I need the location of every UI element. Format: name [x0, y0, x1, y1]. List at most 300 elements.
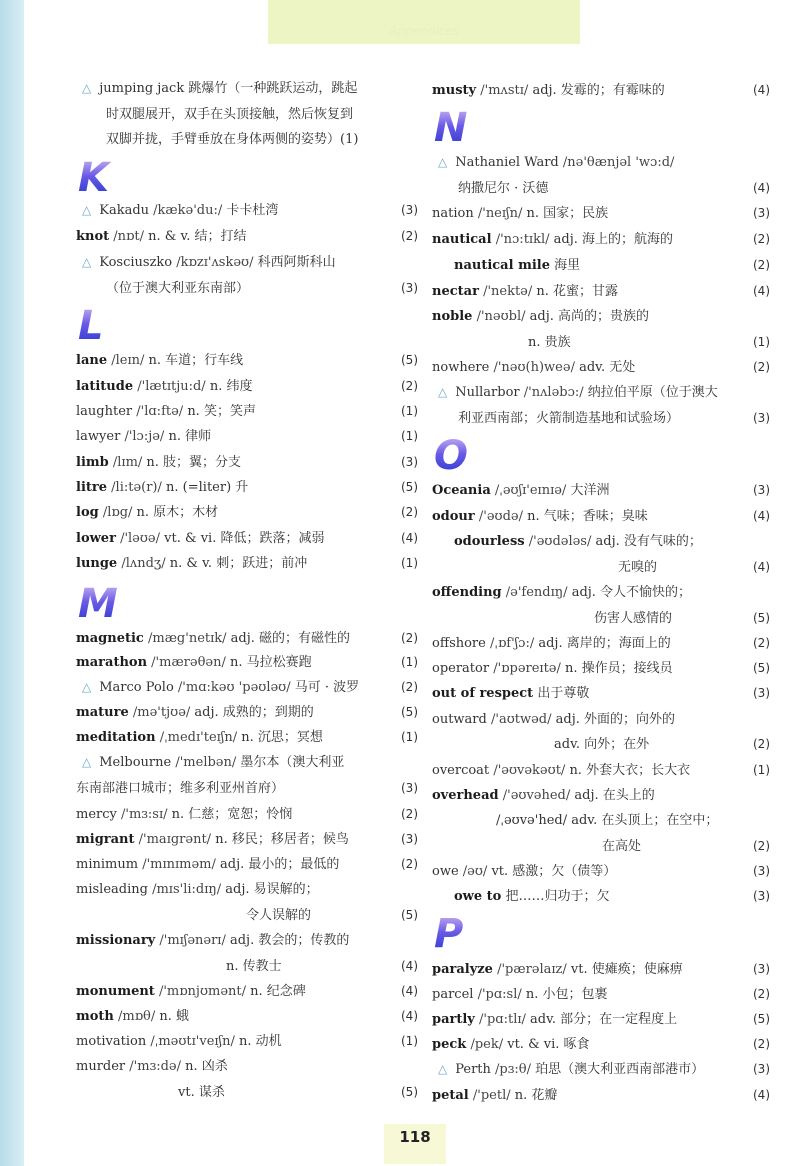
unit-number: (2) [401, 857, 418, 871]
unit-number: (4) [401, 1009, 418, 1023]
entry-definition: adj. 没有气味的； [595, 534, 702, 549]
entry-term: monument [76, 984, 155, 999]
entry-marathon [76, 650, 418, 675]
unit-number: (3) [401, 781, 418, 795]
section-letter-n: N [434, 108, 478, 148]
entry-definition: n. (=liter) 升 [166, 480, 249, 495]
entry-motivation [76, 1029, 418, 1054]
entry-term: marathon [76, 655, 148, 670]
entry-lawyer [76, 424, 418, 449]
entry-perth [432, 1057, 770, 1082]
entry-phonetic: /'pærəlaɪz/ [497, 962, 567, 977]
entry-phonetic: /əʊ/ [462, 864, 488, 879]
entry-definition: （位于澳大利亚东南部） [106, 281, 250, 296]
unit-number: (5) [401, 353, 418, 367]
unit-number: (1) [401, 1034, 418, 1048]
entry-term: Nullarbor [455, 385, 520, 400]
unit-number: (1) [401, 556, 418, 570]
entry-term: minimum [76, 857, 139, 872]
entry-term: lane [76, 353, 108, 368]
entry-phonetic: /'pɑ:sl/ [477, 987, 522, 1002]
entry-term: log [76, 505, 99, 520]
entry-term: Melbourne [99, 755, 172, 770]
entry-parcel [432, 982, 770, 1007]
entry-definition: adj. 最小的；最低的 [220, 857, 340, 872]
entry-phonetic: /'ləʊə/ [120, 531, 161, 546]
entry-definition: 纳撒尼尔 · 沃德 [458, 181, 549, 196]
entry-definition: n. 凶杀 [185, 1059, 228, 1074]
entry-magnetic [76, 626, 418, 651]
unit-number: (1) [753, 335, 770, 349]
unit-number: (3) [753, 686, 770, 700]
unit-number: (2) [401, 631, 418, 645]
entry-offshore [432, 631, 770, 656]
entry-nation [432, 201, 770, 226]
entry-definition: n. 纬度 [209, 379, 253, 394]
entry-term: overhead [432, 788, 499, 803]
entry-term: petal [432, 1088, 469, 1103]
entry-murder [76, 1054, 418, 1079]
entry-definition: adj. 在头上的 [574, 788, 655, 803]
entry-term: misleading [76, 882, 148, 897]
entry-definition: n. 国家；民族 [526, 206, 609, 221]
entry-term: moth [76, 1009, 114, 1024]
entry-definition: 东南部港口城市；维多利亚州首府） [76, 781, 285, 796]
entry-overhead [432, 783, 770, 808]
unit-number: (3) [401, 832, 418, 846]
triangle-icon: △ [438, 1062, 448, 1076]
entry-latitude [76, 374, 418, 399]
entry-missionary [76, 928, 418, 953]
unit-number: (5) [401, 1085, 418, 1099]
entry-definition: 珀思（澳大利亚西南部港市） [535, 1062, 705, 1077]
entry-definition: n. 蛾 [159, 1009, 190, 1024]
entry-definition: 纳拉伯平原（位于澳大 [587, 385, 718, 400]
section-letter-p: P [434, 914, 478, 954]
unit-number: (3) [753, 411, 770, 425]
entry-out-of-respect [432, 681, 770, 706]
entry-meditation [76, 725, 418, 750]
entry-phonetic: /'əʊdə/ [478, 509, 523, 524]
entry-term: Perth [455, 1062, 491, 1077]
entry-definition: n. 律师 [168, 429, 212, 444]
entry-definition: adj. 海上的；航海的 [553, 232, 674, 247]
entry-phonetic: /kækə'du:/ [153, 203, 223, 218]
entry-phonetic: /nə'θænjəl 'wɔ:d/ [562, 155, 675, 170]
entry-phonetic: /lʌndʒ/ [121, 556, 166, 571]
unit-number: (2) [753, 258, 770, 272]
entry-phonetic: /'nektə/ [483, 284, 533, 299]
entry-term: mature [76, 705, 129, 720]
entry-term: litre [76, 480, 108, 495]
entry-owe-to [432, 884, 770, 909]
entry-definition: adj. 磁的；有磁性的 [230, 631, 351, 646]
unit-number: (2) [753, 1037, 770, 1051]
entry-kosciuszko [76, 250, 418, 275]
unit-number: (4) [753, 83, 770, 97]
entry-phonetic: /mɪs'li:dɪŋ/ [152, 882, 222, 897]
unit-number: (2) [753, 360, 770, 374]
entry-odourless [432, 529, 770, 554]
entry-term: nation [432, 206, 474, 221]
entry-oceania [432, 478, 770, 503]
entry-phonetic: /'nʌləbɔ:/ [523, 385, 584, 400]
section-letter-k: K [78, 158, 122, 198]
entry-term: laughter [76, 404, 133, 419]
entry-marco-polo [76, 675, 418, 700]
entry-term: knot [76, 229, 110, 244]
entry-term: meditation [76, 730, 156, 745]
entry-operator [432, 656, 770, 681]
entry-nathaniel-ward [432, 150, 770, 175]
unit-number: (4) [401, 531, 418, 545]
entry-nautical-mile [432, 253, 770, 278]
entry-phonetic: /leɪn/ [111, 353, 145, 368]
entry-definition: n. 贵族 [528, 335, 571, 350]
entry-definition: 利亚西南部；火箭制造基地和试验场） [458, 411, 680, 426]
unit-number: (2) [753, 232, 770, 246]
unit-number: (2) [401, 229, 418, 243]
triangle-icon: △ [82, 680, 92, 694]
entry-term: odourless [454, 534, 525, 549]
entry-litre [76, 475, 418, 500]
entry-phonetic: /'əʊdələs/ [528, 534, 592, 549]
entry-definition: 在高处 [602, 839, 642, 854]
unit-number: (5) [401, 480, 418, 494]
entry-phonetic: /kɒzɪ'ʌskəʊ/ [176, 255, 254, 270]
entry-term: nautical mile [454, 258, 550, 273]
entry-migrant [76, 827, 418, 852]
unit-number: (4) [753, 1088, 770, 1102]
entry-term: motivation [76, 1034, 147, 1049]
unit-number: (1) [401, 429, 418, 443]
triangle-icon: △ [82, 81, 92, 95]
unit-number: (1) [401, 730, 418, 744]
unit-number: (3) [401, 281, 418, 295]
entry-definition: adj. 发霉的；有霉味的 [532, 83, 665, 98]
entry-definition: n. 车道；行车线 [148, 353, 244, 368]
section-letter-l: L [78, 306, 122, 346]
entry-lunge [76, 551, 418, 576]
unit-number: (1) [753, 763, 770, 777]
entry-musty [432, 78, 770, 103]
entry-phonetic: /'ɒpəreɪtə/ [493, 661, 561, 676]
entry-phonetic: /pek/ [470, 1037, 504, 1052]
entry-phonetic: /'lætɪtju:d/ [137, 379, 206, 394]
entry-mercy [76, 802, 418, 827]
entry-definition: n. 花蜜；甘露 [536, 284, 619, 299]
entry-definition: adv. 向外；在外 [554, 737, 650, 752]
entry-phonetic: /ˌəʊʃɪ'eɪnɪə/ [494, 483, 567, 498]
entry-phonetic: /'aʊtwəd/ [490, 712, 552, 727]
entry-partly [432, 1007, 770, 1032]
unit-number: (3) [401, 203, 418, 217]
entry-term: lower [76, 531, 116, 546]
entry-nullarbor [432, 380, 770, 405]
entry-outward [432, 707, 770, 732]
entry-phonetic: /'mɪnɪməm/ [142, 857, 216, 872]
triangle-icon: △ [82, 255, 92, 269]
entry-definition: 跳爆竹（一种跳跃运动，跳起 [188, 81, 358, 96]
entry-misleading [76, 877, 418, 902]
entry-phonetic: /mə'tjʊə/ [132, 705, 191, 720]
entry-definition: adj. 成熟的；到期的 [194, 705, 314, 720]
entry-phonetic: /ˌmedɪ'teɪʃn/ [159, 730, 238, 745]
entry-phonetic: /'melbən/ [175, 755, 237, 770]
entry-phonetic: /pɜ:θ/ [495, 1062, 531, 1077]
entry-paralyze [432, 957, 770, 982]
entry-definition: 伤害人感情的 [594, 611, 673, 626]
entry-laughter [76, 399, 418, 424]
left-margin-strip [0, 0, 24, 1166]
entry-phonetic: /'əʊvəhed/ [502, 788, 571, 803]
entry-term: Kosciuszko [99, 255, 173, 270]
entry-phonetic: /'mɜ:də/ [129, 1059, 181, 1074]
entry-term: Oceania [432, 483, 491, 498]
entry-lane [76, 348, 418, 373]
entry-term: offending [432, 585, 502, 600]
unit-number: (3) [753, 962, 770, 976]
entry-phonetic: /'mɒnjʊmənt/ [158, 984, 247, 999]
entry-moth [76, 1004, 418, 1029]
entry-owe [432, 859, 770, 884]
entry-definition: n. 操作员；接线员 [565, 661, 673, 676]
entry-phonetic: /'petl/ [472, 1088, 511, 1103]
triangle-icon: △ [82, 203, 92, 217]
entry-term: lunge [76, 556, 118, 571]
entry-offending [432, 580, 770, 605]
entry-peck [432, 1032, 770, 1057]
entry-definition: adj. 令人不愉快的； [571, 585, 692, 600]
entry-definition: n. 花瓣 [514, 1088, 558, 1103]
unit-number: (2) [753, 839, 770, 853]
entry-odour [432, 504, 770, 529]
entry-definition: adj. 易误解的； [225, 882, 319, 897]
entry-knot [76, 224, 418, 249]
entry-phonetic: /mɒθ/ [118, 1009, 156, 1024]
entry-phonetic: /'nɔ:tɪkl/ [495, 232, 550, 247]
entry-term: offshore [432, 636, 486, 651]
entry-definition: n. 小包；包裹 [525, 987, 608, 1002]
entry-term: nautical [432, 232, 492, 247]
entry-continuation [76, 276, 418, 301]
unit-number: (2) [753, 987, 770, 1001]
entry-continuation: /ˌəʊvə'hed/ adv. 在头顶上；在空中； [496, 813, 719, 828]
entry-continuation [76, 1080, 418, 1105]
entry-definition: adv. 无处 [579, 360, 636, 375]
entry-phonetic: /ə'fendɪŋ/ [505, 585, 568, 600]
entry-continuation [432, 732, 770, 757]
entry-term: outward [432, 712, 487, 727]
unit-number: (2) [401, 680, 418, 694]
entry-kakadu [76, 198, 418, 223]
entry-definition: 卡卡杜湾 [226, 203, 279, 218]
section-header-tab [268, 0, 580, 44]
entry-definition: 墨尔本（澳大利亚 [240, 755, 345, 770]
entry-definition: n. 沉思；冥想 [241, 730, 323, 745]
entry-term: musty [432, 83, 477, 98]
entry-continuation: 时双腿展开，双手在头顶接触，然后恢复到 [106, 107, 354, 122]
entry-phonetic: /'lɔ:jə/ [124, 429, 165, 444]
unit-number: (4) [753, 560, 770, 574]
unit-number: (2) [753, 737, 770, 751]
unit-number: (5) [753, 611, 770, 625]
entry-definition: n. 肢；翼；分支 [146, 455, 242, 470]
entry-definition: vt. 使瘫痪；使麻痹 [570, 962, 683, 977]
entry-definition: adv. 部分；在一定程度上 [530, 1012, 678, 1027]
entry-continuation [76, 954, 418, 979]
entry-continuation [432, 606, 770, 631]
entry-continuation [432, 834, 770, 859]
entry-mature [76, 700, 418, 725]
entry-definition: n. & v. 刺；跃进；前冲 [169, 556, 308, 571]
entry-term: limb [76, 455, 109, 470]
entry-nectar [432, 279, 770, 304]
entry-melbourne [76, 750, 418, 775]
entry-definition: n. 移民；移居者；候鸟 [215, 832, 349, 847]
entry-phonetic: /'mɑ:kəʊ 'pəʊləʊ/ [177, 680, 291, 695]
entry-term: odour [432, 509, 475, 524]
unit-number: (5) [753, 1012, 770, 1026]
entry-term: peck [432, 1037, 467, 1052]
entry-phonetic: /'mʌstɪ/ [480, 83, 529, 98]
entry-term: partly [432, 1012, 475, 1027]
entry-phonetic: /'əʊvəkəʊt/ [493, 763, 566, 778]
entry-term: migrant [76, 832, 135, 847]
entry-phonetic: /'nəʊbl/ [476, 309, 526, 324]
entry-term: overcoat [432, 763, 490, 778]
unit-number: (4) [401, 959, 418, 973]
unit-number: (1) [401, 404, 418, 418]
unit-number: (5) [401, 908, 418, 922]
unit-number: (2) [753, 636, 770, 650]
entry-phonetic: /lɒg/ [102, 505, 133, 520]
unit-number: (3) [753, 483, 770, 497]
entry-definition: vt. & vi. 降低；跌落；减弱 [164, 531, 325, 546]
entry-term: missionary [76, 933, 156, 948]
unit-number: (3) [753, 864, 770, 878]
entry-continuation: 双脚并拢，手臂垂放在身体两侧的姿势）(1) [106, 132, 359, 147]
entry-jumping-jack [76, 76, 418, 101]
unit-number: (2) [401, 505, 418, 519]
entry-term: owe to [454, 889, 502, 904]
entry-phonetic: /'mɪʃənərɪ/ [159, 933, 226, 948]
unit-number: (2) [401, 807, 418, 821]
entry-definition: vt. 感激；欠（债等） [491, 864, 617, 879]
unit-number: (2) [401, 379, 418, 393]
entry-term: nectar [432, 284, 479, 299]
entry-term: Nathaniel Ward [455, 155, 559, 170]
entry-term: nowhere [432, 360, 490, 375]
entry-term: Marco Polo [99, 680, 174, 695]
unit-number: (5) [753, 661, 770, 675]
entry-phonetic: /ˌɒf'ʃɔ:/ [489, 636, 535, 651]
entry-definition: n. 外套大衣；长大衣 [569, 763, 691, 778]
entry-definition: n. 马拉松赛跑 [230, 655, 312, 670]
entry-definition: 出于尊敬 [537, 686, 590, 701]
entry-noble [432, 304, 770, 329]
entry-definition: vt. & vi. 啄食 [507, 1037, 590, 1052]
entry-definition: n. 传教士 [226, 959, 282, 974]
entry-nowhere [432, 355, 770, 380]
entry-overcoat [432, 758, 770, 783]
entry-definition: n. 原木；木材 [136, 505, 219, 520]
entry-continuation [76, 903, 418, 928]
entry-definition: adj. 外面的；向外的 [555, 712, 676, 727]
entry-term: noble [432, 309, 473, 324]
entry-phonetic: /'mɜ:sɪ/ [121, 807, 168, 822]
entry-phonetic: /nɒt/ [113, 229, 144, 244]
entry-term: out of respect [432, 686, 534, 701]
entry-definition: 把……归功于；欠 [505, 889, 610, 904]
unit-number: (4) [753, 181, 770, 195]
entry-phonetic: /'pɑ:tlɪ/ [479, 1012, 526, 1027]
entry-definition: n. 气味；香味；臭味 [527, 509, 648, 524]
entry-definition: n. & v. 结；打结 [148, 229, 247, 244]
entry-continuation [432, 555, 770, 580]
section-title: Appendices [389, 24, 459, 38]
entry-phonetic: /li:tə(r)/ [111, 480, 162, 495]
section-letter-m: M [78, 584, 122, 624]
entry-term: magnetic [76, 631, 144, 646]
entry-phonetic: /'maɪgrənt/ [138, 832, 212, 847]
entry-definition: 无嗅的 [618, 560, 658, 575]
entry-limb [76, 450, 418, 475]
entry-definition: 令人误解的 [246, 908, 312, 923]
entry-definition: adj. 离岸的；海面上的 [538, 636, 671, 651]
entry-nautical [432, 227, 770, 252]
triangle-icon: △ [82, 755, 92, 769]
section-letter-o: O [434, 436, 478, 476]
unit-number: (3) [753, 889, 770, 903]
entry-phonetic: /mæg'netɪk/ [148, 631, 227, 646]
entry-term: Kakadu [99, 203, 150, 218]
entry-definition: adj. 教会的；传教的 [229, 933, 350, 948]
entry-definition: vt. 谋杀 [178, 1085, 225, 1100]
entry-term: paralyze [432, 962, 493, 977]
entry-phonetic: /lɪm/ [112, 455, 143, 470]
entry-term: jumping jack [99, 81, 185, 96]
unit-number: (1) [401, 655, 418, 669]
unit-number: (3) [753, 206, 770, 220]
entry-term: latitude [76, 379, 134, 394]
entry-definition: n. 纪念碑 [250, 984, 306, 999]
entry-definition: n. 笑；笑声 [187, 404, 256, 419]
entry-definition: 马可 · 波罗 [294, 680, 360, 695]
entry-phonetic: /ˌməʊtɪ'veɪʃn/ [150, 1034, 235, 1049]
entry-definition: n. 仁慈；宽恕；怜悯 [171, 807, 293, 822]
entry-term: owe [432, 864, 459, 879]
entry-log [76, 500, 418, 525]
entry-definition: 海里 [554, 258, 581, 273]
entry-petal [432, 1083, 770, 1108]
unit-number: (4) [401, 984, 418, 998]
entry-continuation [76, 776, 418, 801]
unit-number: (5) [401, 705, 418, 719]
unit-number: (4) [753, 509, 770, 523]
entry-term: lawyer [76, 429, 121, 444]
entry-definition: 大洋洲 [570, 483, 610, 498]
entry-term: operator [432, 661, 490, 676]
entry-definition: n. 动机 [238, 1034, 282, 1049]
entry-phonetic: /'mærəθən/ [151, 655, 226, 670]
unit-number: (3) [753, 1062, 770, 1076]
entry-definition: adj. 高尚的；贵族的 [529, 309, 650, 324]
page-number: 118 [384, 1124, 446, 1164]
triangle-icon: △ [438, 155, 448, 169]
unit-number: (4) [753, 284, 770, 298]
entry-phonetic: /'lɑ:ftə/ [136, 404, 184, 419]
